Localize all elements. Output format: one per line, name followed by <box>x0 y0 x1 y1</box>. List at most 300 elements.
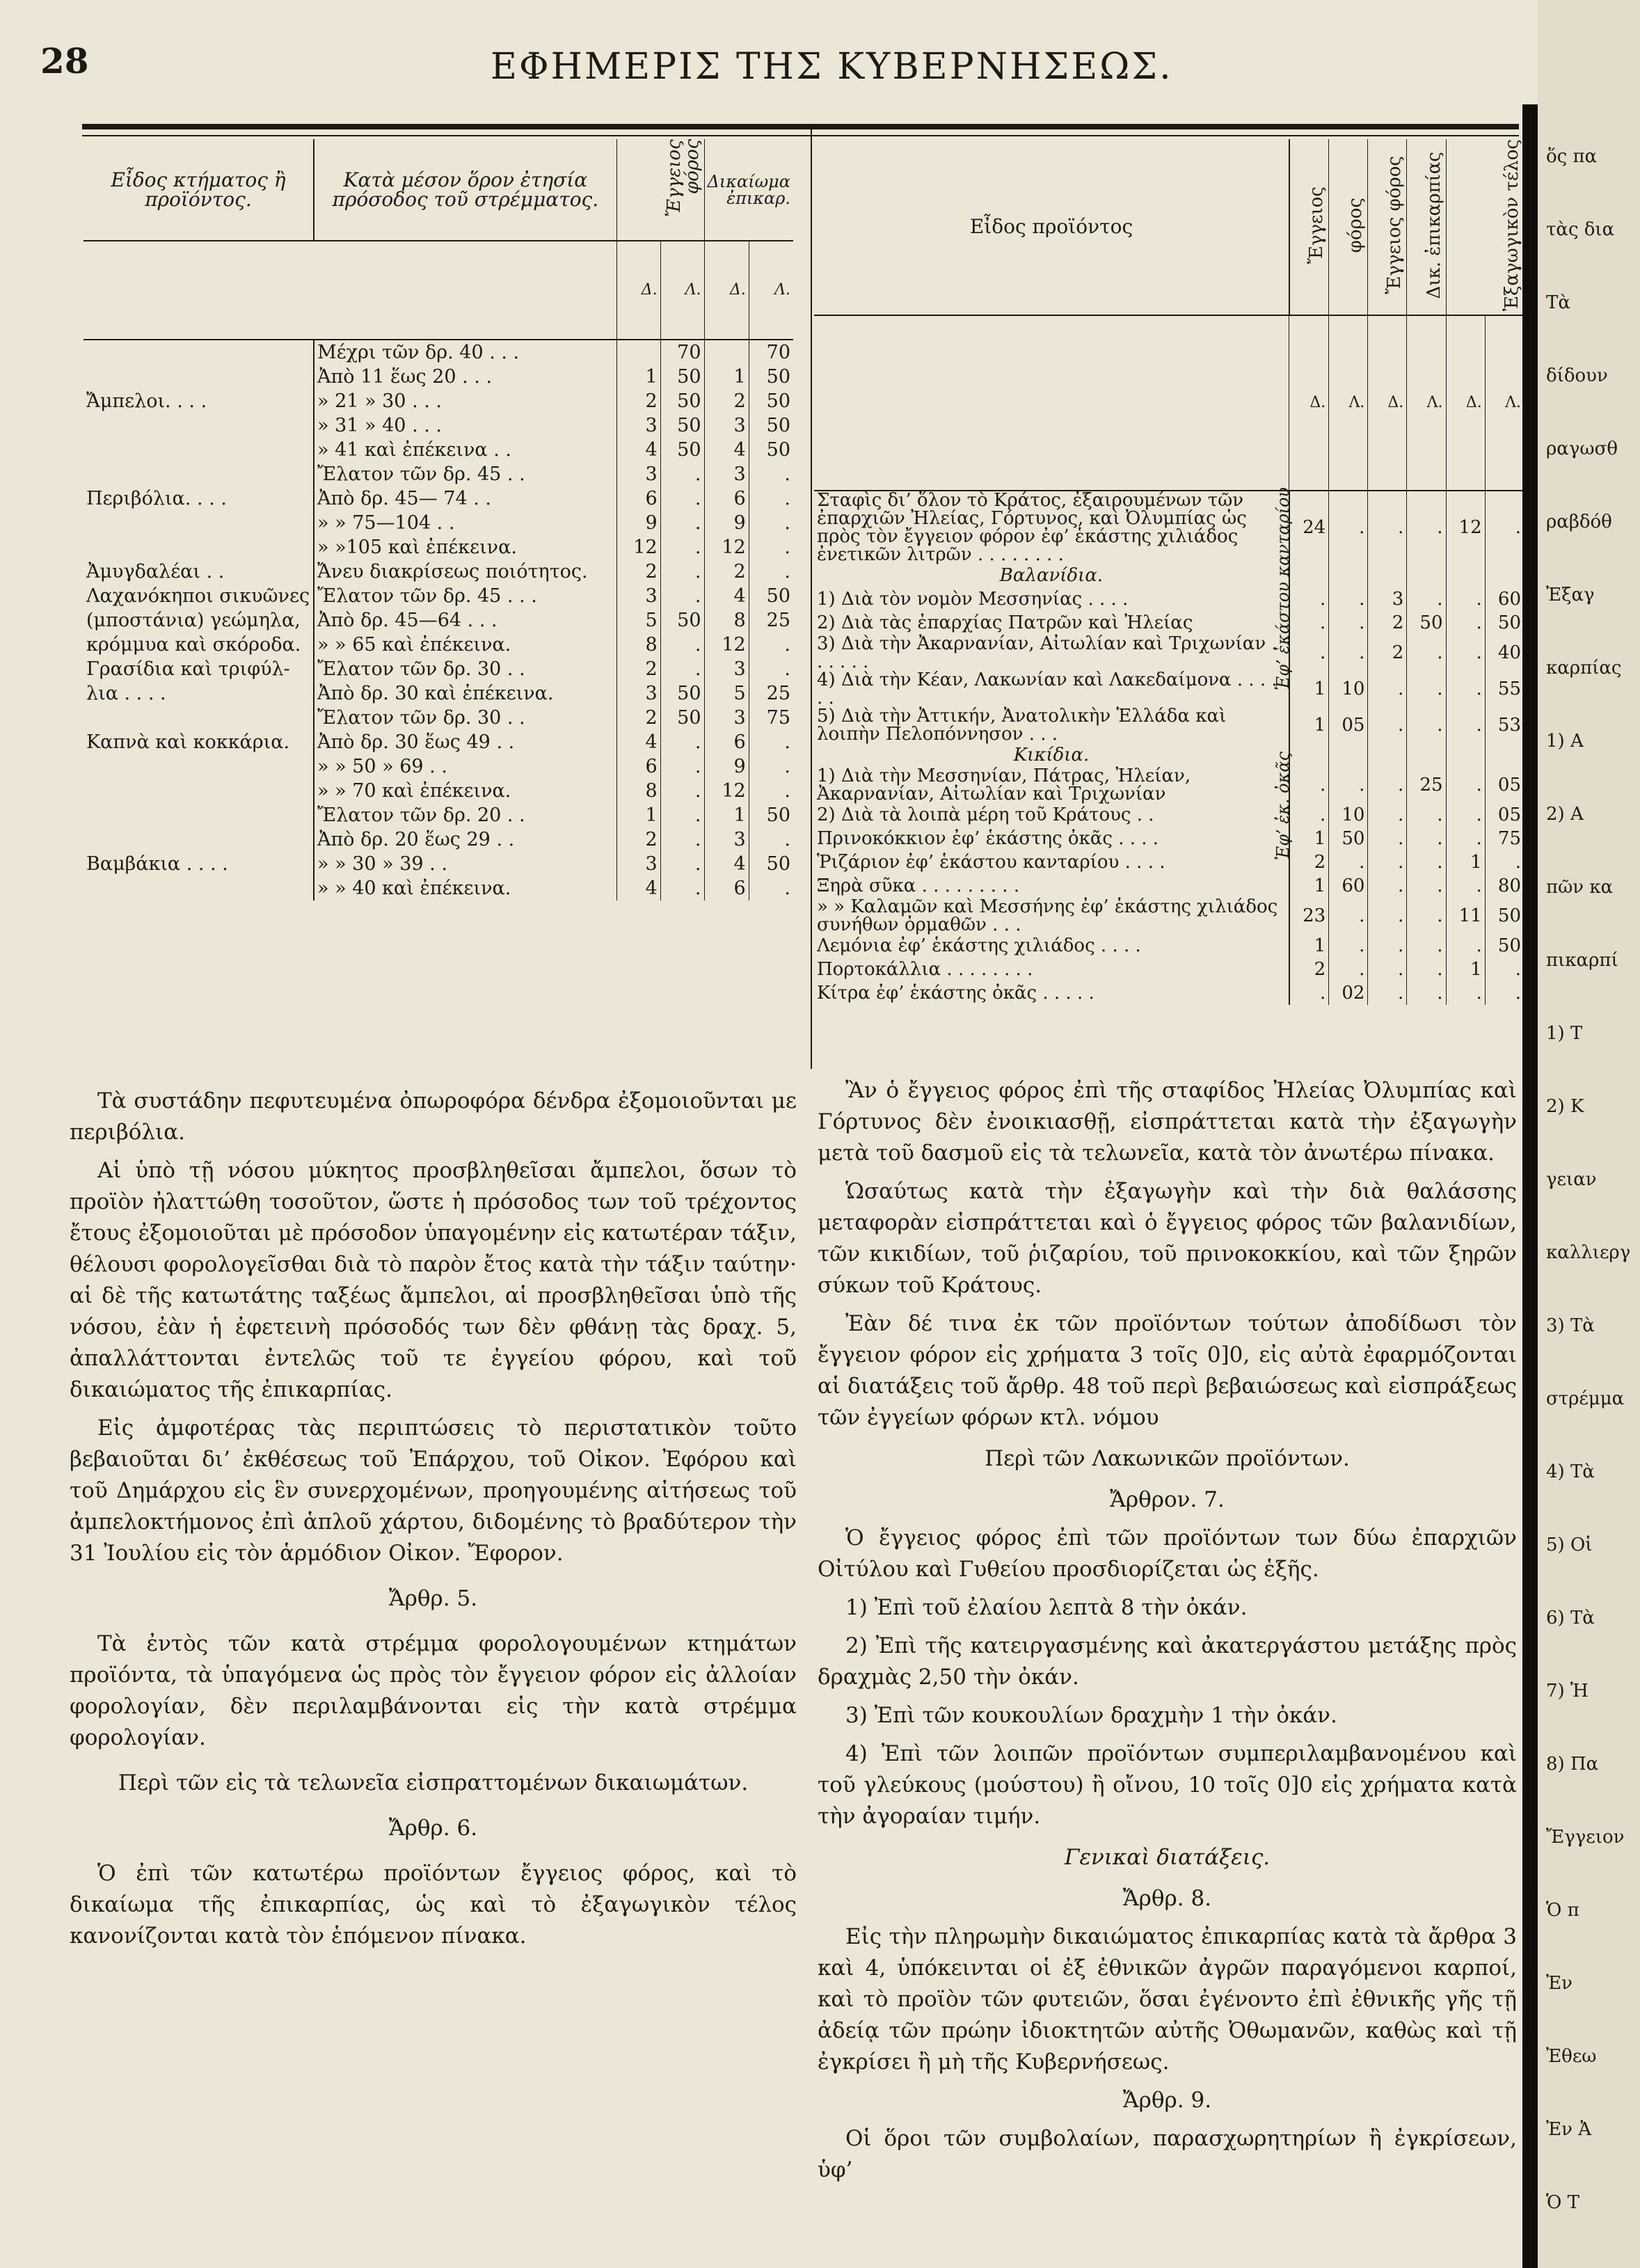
table-cell: . <box>660 657 704 681</box>
table-cell: 2 <box>1368 635 1407 671</box>
paragraph: Εἰς τὴν πληρωμὴν δικαιώματος ἐπικαρπίας κατὰ τὰ ἄρθρα 3 καὶ 4, ὑπόκεινται οἱ ἐξ ἐθνικῶν ἀγρῶν παραγόμενοι καρποί, καὶ τὸ προϊὸν τῶν φυτειῶν, ὅσαι ἐγένοντο ἐπὶ ἐθνικῆς γῆς τῇ ἀδείᾳ τῶν πρώην ἰδιοκτητῶν αὐτῆς Ὀθωμανῶν, καθὼς καὶ τῇ ἐγκρίσει ἢ μὴ τῆς Κυβερνήσεως. <box>818 1924 1517 2075</box>
table-cell: » » 50 » 69 . . <box>314 754 616 779</box>
table-cell: 1 <box>1446 850 1485 874</box>
table-cell: . <box>749 633 793 657</box>
table-row <box>83 706 793 730</box>
table-cell: . <box>1329 767 1368 803</box>
table-cell: Μέχρι τῶν δρ. 40 . . . <box>314 340 616 365</box>
table-cell: 75 <box>749 706 793 730</box>
table-cell: . <box>1329 898 1368 934</box>
table-cell: . <box>749 462 793 486</box>
table-cell: 2 <box>616 827 660 852</box>
table-cell: . <box>1485 491 1524 564</box>
unit-label: Λ. <box>1329 315 1368 491</box>
table-cell: 3 <box>704 706 749 730</box>
table-cell: Ἔλατον τῶν δρ. 45 . . . <box>314 584 616 608</box>
table-cell <box>83 511 314 535</box>
table-cell: 9 <box>704 511 749 535</box>
table-cell: 70 <box>660 340 704 365</box>
list-item: 2) Ἐπὶ τῆς κατειργασμένης καὶ ἀκατεργάστου μετάξης πρὸς δραχμὰς 2,50 τὴν ὀκάν. <box>818 1633 1517 1690</box>
table-subheading: Βαλανίδια. <box>814 564 1289 587</box>
table-cell: . <box>1289 587 1329 611</box>
table-cell: 50 <box>749 365 793 389</box>
table-cell <box>1368 564 1407 587</box>
table-cell: . <box>1368 767 1407 803</box>
article-heading: Ἄρθρον. 7. <box>1110 1487 1225 1512</box>
table-cell <box>1368 743 1407 767</box>
table-cell: » 41 καὶ ἐπέκεινα . . <box>314 438 616 462</box>
table-header-right: Δικαίωμα ἐπικαρ. <box>704 139 793 241</box>
table-cell: » 21 » 30 . . . <box>314 389 616 413</box>
edge-fragment: Ἐθεω <box>1546 2046 1597 2067</box>
table-cell: . <box>1289 981 1329 1005</box>
table-cell: Πορτοκάλλια . . . . . . . . <box>814 958 1289 981</box>
table-cell <box>83 706 314 730</box>
paragraph: Ἐὰν δέ τινα ἐκ τῶν προϊόντων τούτων ἀποδίδωσι τὸν ἔγγειον φόρον εἰς χρήματα 3 τοῖς 0]0, εἰς αὐτὰ ἐφαρμόζονται αἱ διατάξεις τοῦ ἄρθρ. 48 τοῦ περὶ βεβαιώσεως καὶ εἰσπράξεως τῶν ἐγγείων φόρων κτλ. νόμου <box>818 1311 1517 1430</box>
table-row <box>814 850 1524 874</box>
list-item: 4) Ἐπὶ τῶν λοιπῶν προϊόντων συμπεριλαμβανομένου καὶ τοῦ γλεύκους (μούστου) ἢ οἴνου, 10 τοῖς 0]0 εἰς χρήματα κατὰ τὴν ἀγοραίαν τιμήν. <box>818 1741 1517 1829</box>
unit-label: Δ. <box>1446 315 1485 491</box>
table-cell: . <box>1368 850 1407 874</box>
table-subheading-row <box>814 743 1524 767</box>
table-cell <box>616 340 660 365</box>
unit-label: Λ. <box>660 241 704 340</box>
table-cell: 10 <box>1329 671 1368 707</box>
table-cell <box>1289 743 1329 767</box>
header-rule-thin <box>82 135 1519 136</box>
edge-fragment: Ἐν Ἀ <box>1546 2119 1592 2140</box>
table-cell: 4 <box>704 438 749 462</box>
table-cell: » »105 καὶ ἐπέκεινα. <box>314 535 616 560</box>
table-cell: . <box>1329 958 1368 981</box>
table-row <box>83 584 793 608</box>
table-cell: . <box>1368 671 1407 707</box>
customs-table <box>814 139 1524 1005</box>
table-cell: 50 <box>749 803 793 827</box>
table-row <box>83 779 793 803</box>
table-header-income: Κατὰ μέσον ὅρον ἐτησία πρόσοδος τοῦ στρέμματος. <box>314 139 616 241</box>
table-cell: . <box>749 657 793 681</box>
edge-fragment: καρπίας <box>1546 658 1622 679</box>
adjacent-page-edge <box>1538 0 1640 2268</box>
table-cell: . <box>1407 958 1446 981</box>
table-cell: 50 <box>1485 934 1524 958</box>
list-item: 1) Ἐπὶ τοῦ ἐλαίου λεπτὰ 8 τὴν ὀκάν. <box>845 1595 1248 1620</box>
table-cell: 60 <box>1329 874 1368 898</box>
table-row <box>83 438 793 462</box>
edge-fragment: πικαρπί <box>1546 950 1618 971</box>
table-cell: 4 <box>704 852 749 876</box>
table-cell <box>83 876 314 901</box>
page-number: 28 <box>40 40 89 81</box>
table-row <box>814 635 1524 671</box>
table-cell: » » Καλαμῶν καὶ Μεσσήνης ἐφ’ ἑκάστης χιλιάδος συνήθων ὁρμαθῶν . . . <box>814 898 1289 934</box>
table-cell: Ἄμπελοι. . . . <box>86 390 207 412</box>
table-cell: . <box>1446 803 1485 827</box>
table-cell: 12 <box>704 779 749 803</box>
table-header-kind: Εἶδος κτήματος ἢ προϊόντος. <box>83 139 314 241</box>
table-row <box>83 852 793 876</box>
table-cell: 50 <box>660 608 704 633</box>
table-row <box>814 491 1524 564</box>
table-cell: 3 <box>704 657 749 681</box>
paragraph: Ὁ ἔγγειος φόρος ἐπὶ τῶν προϊόντων των δύω ἐπαρχιῶν Οἰτύλου καὶ Γυθείου προσδιορίζεται ὡς ἑξῆς. <box>818 1525 1517 1582</box>
table-cell: Ξηρὰ σῦκα . . . . . . . . . <box>814 874 1289 898</box>
table-cell: Πρινοκόκκιον ἐφ’ ἑκάστης ὀκᾶς . . . . <box>814 827 1289 850</box>
edge-fragment: 6) Τὰ <box>1546 1608 1595 1628</box>
table-cell: . <box>1446 981 1485 1005</box>
paragraph: Ἂν ὁ ἔγγειος φόρος ἐπὶ τῆς σταφίδος Ἠλείας Ὀλυμπίας καὶ Γόρτυνος δὲν ἐνοικιασθῇ, εἰσπράττεται κατὰ τὴν ἐξαγωγὴν μετὰ τοῦ δασμοῦ εἰς τὰ τελωνεῖα, κατὰ τὸν ἀνωτέρω πίνακα. <box>818 1078 1517 1166</box>
table-cell: 50 <box>660 706 704 730</box>
table-cell: Λαχανόκηποι σικυῶνες <box>86 585 310 607</box>
table-cell: . <box>1329 635 1368 671</box>
table-cell: 3 <box>704 827 749 852</box>
table-cell: . <box>1407 587 1446 611</box>
table-cell: 3 <box>704 462 749 486</box>
table-cell <box>1329 564 1368 587</box>
table-row <box>83 486 793 511</box>
table-cell: . <box>749 779 793 803</box>
table-cell <box>83 754 314 779</box>
table-cell: 05 <box>1485 803 1524 827</box>
table-cell: . <box>1407 707 1446 743</box>
table-row <box>83 876 793 901</box>
table-cell: . <box>749 560 793 584</box>
table-row <box>83 608 793 633</box>
edge-fragment: ραβδόθ <box>1546 512 1612 532</box>
table-cell: . <box>1289 767 1329 803</box>
table-cell: 1 <box>1289 827 1329 850</box>
table-cell: 12 <box>616 535 660 560</box>
table-cell: 53 <box>1485 707 1524 743</box>
table-row <box>83 389 793 413</box>
table-cell: . <box>660 827 704 852</box>
table-cell: . <box>1446 611 1485 635</box>
table-cell: . <box>1407 491 1446 564</box>
edge-fragment: 4) Τὰ <box>1546 1461 1595 1482</box>
section-heading: Περὶ τῶν Λακωνικῶν προϊόντων. <box>985 1446 1350 1471</box>
edge-fragment: 1) Τ <box>1546 1023 1583 1044</box>
table-cell: . <box>1407 827 1446 850</box>
table-row <box>83 340 793 365</box>
table-row <box>83 365 793 389</box>
table-row <box>814 707 1524 743</box>
table-cell: 5) Διὰ τὴν Ἀττικήν, Ἀνατολικὴν Ἑλλάδα καὶ λοιπὴν Πελοπόννησον . . . <box>814 707 1289 743</box>
article-heading: Ἄρθρ. 8. <box>1122 1886 1212 1911</box>
table-cell: . <box>660 535 704 560</box>
table-cell: . <box>1329 587 1368 611</box>
table-cell <box>1407 564 1446 587</box>
table-row <box>814 767 1524 803</box>
table-cell: . <box>749 535 793 560</box>
edge-fragment: γειαν <box>1546 1169 1597 1190</box>
table-cell <box>1485 743 1524 767</box>
edge-fragment: πῶν κα <box>1546 877 1614 898</box>
table-cell: Βαμβάκια . . . . <box>86 853 228 875</box>
table-cell: . <box>1446 635 1485 671</box>
table-cell: 50 <box>749 438 793 462</box>
edge-fragment: στρέμμα <box>1546 1388 1625 1409</box>
table-cell: 3 <box>1368 587 1407 611</box>
article-heading: Ἄρθρ. 5. <box>388 1586 478 1611</box>
table-cell: 05 <box>1329 707 1368 743</box>
table-cell: 50 <box>749 413 793 438</box>
table-cell: 55 <box>1485 671 1524 707</box>
table-row <box>814 827 1524 850</box>
table-cell: Κίτρα ἐφ’ ἑκάστης ὀκᾶς . . . . . <box>814 981 1289 1005</box>
table-cell: 25 <box>1407 767 1446 803</box>
table-cell: . <box>1368 707 1407 743</box>
table-cell: 3) Διὰ τὴν Ἀκαρνανίαν, Αἰτωλίαν καὶ Τριχωνίαν . . . . . . <box>814 635 1289 671</box>
table-cell <box>1446 743 1485 767</box>
list-item: 3) Ἐπὶ τῶν κουκουλίων δραχμὴν 1 τὴν ὀκάν. <box>845 1703 1337 1728</box>
table-cell: Ἔλατον τῶν δρ. 30 . . <box>314 657 616 681</box>
section-heading: Γενικαὶ διατάξεις. <box>1064 1845 1271 1870</box>
edge-fragment: 8) Πα <box>1546 1754 1599 1775</box>
table-cell <box>83 535 314 560</box>
table-cell: . <box>1407 934 1446 958</box>
table-cell: 50 <box>1485 611 1524 635</box>
table-cell: . <box>660 462 704 486</box>
table-cell <box>83 365 314 389</box>
table-cell: 11 <box>1446 898 1485 934</box>
paragraph: Ὁ ἐπὶ τῶν κατωτέρω προϊόντων ἔγγειος φόρος, καὶ τὸ δικαίωμα τῆς ἐπικαρπίας, ὡς καὶ τὸ ἐξαγωγικὸν τέλος κανονίζονται κατὰ τὸν ἑπόμενον πίνακα. <box>70 1861 797 1949</box>
table-cell: 9 <box>616 511 660 535</box>
table-cell: . <box>1446 587 1485 611</box>
table-cell: Καπνὰ καὶ κοκκάρια. <box>86 731 290 753</box>
table-cell: . <box>1368 827 1407 850</box>
table-cell: 3 <box>616 462 660 486</box>
table-cell: 50 <box>1329 827 1368 850</box>
table-cell: . <box>660 511 704 535</box>
table-cell: 3 <box>616 584 660 608</box>
table-row <box>83 754 793 779</box>
table-subheading-row <box>814 564 1524 587</box>
table-cell: . <box>1446 874 1485 898</box>
table-row <box>83 681 793 706</box>
table-cell: . <box>660 754 704 779</box>
table-cell: 50 <box>749 584 793 608</box>
table-cell: 50 <box>749 389 793 413</box>
table-row <box>814 898 1524 934</box>
col-head: Ἐξαγωγικὸν τέλος <box>1446 139 1524 315</box>
table-cell: . <box>1446 767 1485 803</box>
table-cell: 6 <box>616 754 660 779</box>
side-label-oka: Ἐφ’ ἑκ. ὀκᾶς <box>1273 752 1293 861</box>
table-cell <box>83 803 314 827</box>
table-cell: . <box>1485 981 1524 1005</box>
table-cell: 3 <box>704 413 749 438</box>
table-cell: 25 <box>749 681 793 706</box>
col-head: Δικ. ἐπικαρπίας <box>1407 139 1446 315</box>
table-cell: 1 <box>1446 958 1485 981</box>
table-cell <box>83 779 314 803</box>
table-header-tax: Ἔγγειος φόρος <box>616 139 704 241</box>
header-rule <box>82 124 1519 129</box>
table-cell: » » 65 καὶ ἐπέκεινα. <box>314 633 616 657</box>
table-cell: 2 <box>704 389 749 413</box>
table-cell: 2 <box>616 657 660 681</box>
table-cell: . <box>1368 958 1407 981</box>
table-cell: 50 <box>749 852 793 876</box>
table-cell: Ἀπὸ δρ. 30 καὶ ἐπέκεινα. <box>314 681 616 706</box>
table-cell: 2 <box>616 706 660 730</box>
edge-fragment: Ὁ π <box>1546 1900 1579 1921</box>
edge-fragment: 2) Α <box>1546 804 1584 825</box>
land-tax-table <box>83 139 793 901</box>
table-cell: . <box>1368 934 1407 958</box>
table-cell: . <box>1485 958 1524 981</box>
table-cell: 8 <box>704 608 749 633</box>
table-cell <box>83 462 314 486</box>
table-cell: Ἀμυγδαλέαι . . <box>86 561 225 582</box>
table-row <box>814 958 1524 981</box>
table-cell: . <box>1289 611 1329 635</box>
edge-fragment: Τὰ <box>1546 292 1570 313</box>
table-cell: . <box>1407 671 1446 707</box>
edge-fragment: 5) Οἱ <box>1546 1535 1593 1555</box>
table-cell: . <box>1407 803 1446 827</box>
col-head: Ἔγγειος <box>1289 139 1329 315</box>
table-cell: . <box>1446 934 1485 958</box>
table-row <box>814 587 1524 611</box>
table-cell: Ἀπὸ δρ. 30 ἕως 49 . . <box>314 730 616 754</box>
table-cell <box>83 438 314 462</box>
table-cell: 3 <box>616 852 660 876</box>
table-cell: . <box>1368 803 1407 827</box>
table-row <box>83 413 793 438</box>
table-cell: 75 <box>1485 827 1524 850</box>
table-cell: 2 <box>1368 611 1407 635</box>
col-head: φόρος <box>1329 139 1368 315</box>
table-cell: Ἀπὸ δρ. 20 ἕως 29 . . <box>314 827 616 852</box>
table-cell: 1 <box>1289 874 1329 898</box>
table-cell: 50 <box>660 438 704 462</box>
table-cell: 2) Διὰ τὰ λοιπὰ μέρη τοῦ Κράτους . . <box>814 803 1289 827</box>
table-cell: Ἄνευ διακρίσεως ποιότητος. <box>314 560 616 584</box>
table-cell: . <box>749 730 793 754</box>
table-cell: 1 <box>616 365 660 389</box>
table-cell: 3 <box>616 681 660 706</box>
table-cell <box>1446 564 1485 587</box>
table-cell: 2 <box>1289 958 1329 981</box>
table-cell: Περιβόλια. . . . <box>86 488 227 509</box>
table-cell: 6 <box>704 730 749 754</box>
table-cell: . <box>1446 671 1485 707</box>
table-cell: . <box>1329 850 1368 874</box>
table-cell: . <box>1446 827 1485 850</box>
table-cell: Σταφὶς δι’ ὅλον τὸ Κράτος, ἐξαιρουμένων τῶν ἐπαρχιῶν Ἠλείας, Γόρτυνος, καὶ Ὀλυμπίας ὡς πρὸς τὸν ἔγγειον φόρον ἐφ’ ἑκάστης χιλιάδος ἐνετικῶν λιτρῶν . . . . . . . . <box>814 491 1289 564</box>
table-cell: . <box>660 633 704 657</box>
unit-label: Λ. <box>749 241 793 340</box>
table-cell: 4) Διὰ τὴν Κέαν, Λακωνίαν καὶ Λακεδαίμονα . . . . . . <box>814 671 1289 707</box>
table-row <box>83 803 793 827</box>
table-cell: 02 <box>1329 981 1368 1005</box>
table-cell: . <box>1407 850 1446 874</box>
table-header-item: Εἶδος προϊόντος <box>814 139 1289 315</box>
table-cell: . <box>660 584 704 608</box>
table-row <box>83 633 793 657</box>
table-cell: 5 <box>616 608 660 633</box>
table-cell: Ἀπὸ δρ. 45— 74 . . <box>314 486 616 511</box>
table-cell: 23 <box>1289 898 1329 934</box>
table-cell: (μποστάνια) γεώμηλα, <box>86 610 301 631</box>
paragraph: Τὰ συστάδην πεφυτευμένα ὀπωροφόρα δένδρα ἐξομοιοῦνται με περιβόλια. <box>70 1088 797 1145</box>
table-row <box>83 560 793 584</box>
table-cell: 2) Διὰ τὰς ἐπαρχίας Πατρῶν καὶ Ἠλείας <box>814 611 1289 635</box>
table-cell <box>1485 564 1524 587</box>
table-cell: . <box>1329 611 1368 635</box>
paragraph: Τὰ ἐντὸς τῶν κατὰ στρέμμα φορολογουμένων κτημάτων προϊόντα, τὰ ὑπαγόμενα ὡς πρὸς τὸν ἔγγειον φόρον εἰς ἀλλοίαν φορολογίαν, δὲν περιλαμβάνονται εἰς τὴν κατὰ στρέμμα φορολογίαν. <box>70 1631 797 1750</box>
table-cell <box>1329 743 1368 767</box>
table-cell: 4 <box>616 438 660 462</box>
edge-fragment: Ἔγγειον <box>1546 1827 1625 1848</box>
table-cell: 40 <box>1485 635 1524 671</box>
table-row <box>83 827 793 852</box>
unit-label: Δ. <box>1368 315 1407 491</box>
table-cell: 70 <box>749 340 793 365</box>
table-cell: Γρασίδια καὶ τριφύλ- <box>86 658 290 680</box>
edge-fragment: ὅς πα <box>1546 146 1598 167</box>
paragraph: Οἱ ὅροι τῶν συμβολαίων, παρασχωρητηρίων ἢ ἐγκρίσεων, ὑφ’ <box>818 2126 1517 2182</box>
table-cell: 1 <box>704 803 749 827</box>
table-cell: . <box>1329 934 1368 958</box>
table-cell: 4 <box>704 584 749 608</box>
table-cell: » » 75—104 . . <box>314 511 616 535</box>
table-cell: . <box>660 730 704 754</box>
table-cell: 1) Διὰ τὸν νομὸν Μεσσηνίας . . . . <box>814 587 1289 611</box>
edge-fragment: 1) Α <box>1546 731 1584 752</box>
table-row <box>814 611 1524 635</box>
table-cell: Λεμόνια ἐφ’ ἑκάστης χιλιάδος . . . . <box>814 934 1289 958</box>
table-row <box>814 981 1524 1005</box>
table-cell: 1 <box>1289 707 1329 743</box>
gutter-shadow <box>1522 104 1538 2268</box>
table-cell: 2 <box>616 560 660 584</box>
table-cell: 10 <box>1329 803 1368 827</box>
table-cell: κρόμμυα καὶ σκόροδα. <box>86 634 301 656</box>
table-cell <box>83 340 314 365</box>
table-cell: 50 <box>1485 898 1524 934</box>
table-cell: . <box>1368 898 1407 934</box>
table-cell: 1 <box>616 803 660 827</box>
table-cell: 12 <box>704 633 749 657</box>
table-cell: 4 <box>616 730 660 754</box>
table-cell: . <box>749 827 793 852</box>
table-cell: Ἔλατον τῶν δρ. 20 . . <box>314 803 616 827</box>
table-cell: 12 <box>1446 491 1485 564</box>
table-cell: . <box>749 511 793 535</box>
table-cell: 12 <box>704 535 749 560</box>
table-cell: Ἀπὸ 11 ἕως 20 . . . <box>314 365 616 389</box>
table-cell: 80 <box>1485 874 1524 898</box>
edge-fragment: Ὁ Τ <box>1546 2192 1579 2213</box>
table-row <box>814 874 1524 898</box>
side-label-kantari: Ἐφ’ ἑκάστου κανταρίου <box>1273 487 1293 691</box>
table-cell: . <box>1407 981 1446 1005</box>
table-cell: 1 <box>1289 934 1329 958</box>
table-cell: 50 <box>660 681 704 706</box>
table-cell: 50 <box>1407 611 1446 635</box>
paragraph: Αἱ ὑπὸ τῇ νόσου μύκητος προσβληθεῖσαι ἄμπελοι, ὅσων τὸ προϊὸν ἠλαττώθη τοσοῦτον, ὥστε ἡ πρόσοδος των τοῦ τρέχοντος ἔτους ἐξομοιοῦται μὲ πρόσοδον ὑπαγομένην εἰς κατωτέραν τάξιν, θέλουσι φορολογεῖσθαι διὰ τὸ παρὸν ἔτος κατὰ τὴν τάξιν ταύτην· αἱ δὲ τῆς κατωτάτης ταξέως ἄμπελοι, αἱ προσβληθεῖσαι ὑπὸ τῆς νόσου, ἐὰν ἡ ἐφετεινὴ πρόσοδός των δὲν φθάνῃ τὰς δραχ. 5, ἀπαλλάττονται ἐντελῶς τοῦ τε ἐγγείου φόρου, καὶ τοῦ δικαιώματος τῆς ἐπικαρπίας. <box>70 1158 797 1402</box>
right-column-text <box>818 1075 1517 2193</box>
unit-label: Λ. <box>1407 315 1446 491</box>
table-cell: . <box>1407 635 1446 671</box>
table-cell: 1 <box>704 365 749 389</box>
edge-fragment: καλλιεργ <box>1546 1242 1631 1263</box>
page-title: ΕΦΗΜΕΡΙΣ ΤΗΣ ΚΥΒΕΡΝΗΣΕΩΣ. <box>491 46 1173 88</box>
table-cell: 50 <box>660 365 704 389</box>
